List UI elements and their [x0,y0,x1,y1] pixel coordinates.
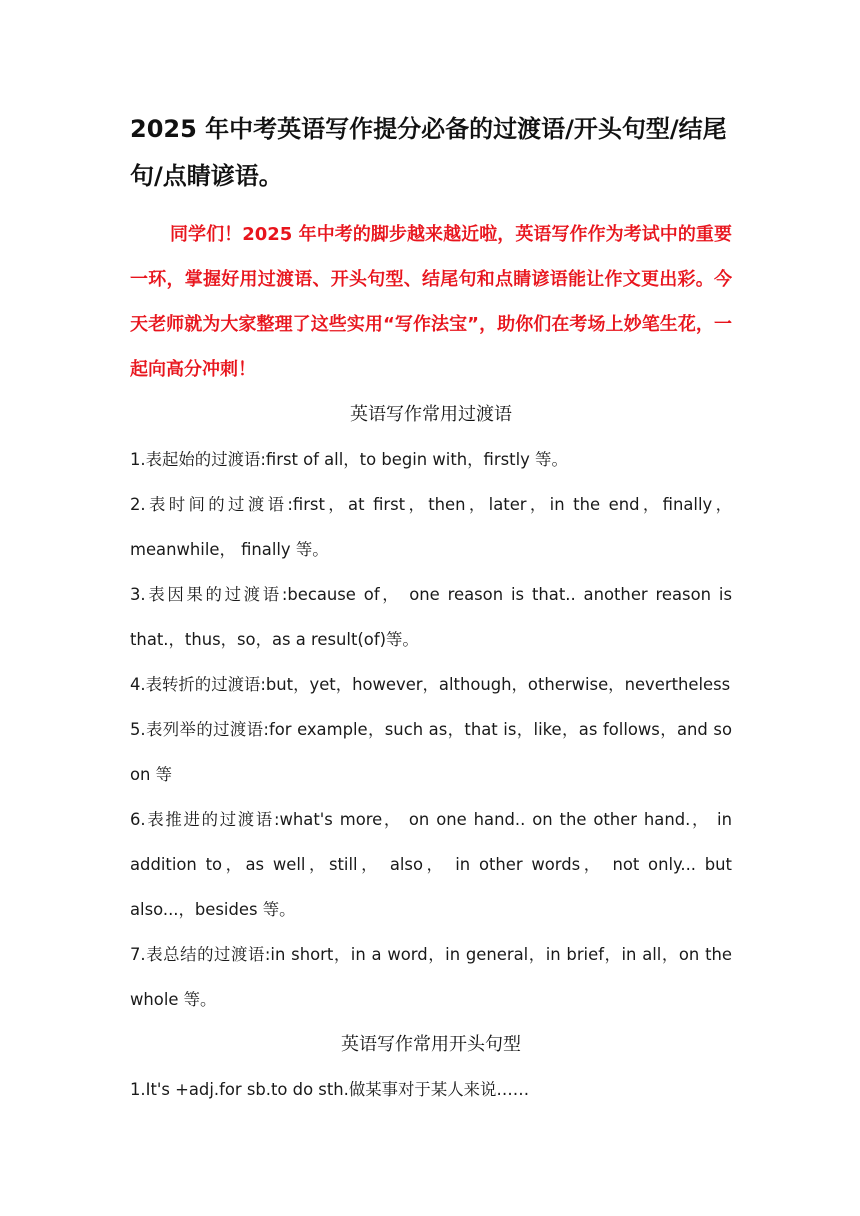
opening-item-1: 1.It's +adj.for sb.to do sth.做某事对于某人来说…… [130,1080,530,1099]
section-heading-openings: 英语写作常用开头句型 [341,1034,521,1055]
transition-item-start: 1.表起始的过渡语:first of all，to begin with，firstly 等。 [130,450,568,469]
transition-item-summary: 7.表总结的过渡语:in short，in a word，in general，in brief，in all，on the whole 等。 [130,945,732,1009]
section-heading-transitions: 英语写作常用过渡语 [350,404,512,425]
transition-item-time: 2.表时间的过渡语:first，at first，then，later，in the end，finally，meanwhile， finally 等。 [130,495,732,559]
transition-item-cause: 3.表因果的过渡语:because of， one reason is that.. another reason is that.，thus，so，as a result(of)等。 [130,585,732,649]
document-content [130,106,732,1112]
document-title: 2025 年中考英语写作提分必备的过渡语/开头句型/结尾句/点睛谚语。 [130,115,727,190]
intro-paragraph: 同学们！2025 年中考的脚步越来越近啦，英语写作作为考试中的重要一环，掌握好用过渡语、开头句型、结尾句和点睛谚语能让作文更出彩。今天老师就为大家整理了这些实用“写作法宝”，助你们在考场上妙笔生花，一起向高分冲刺！ [130,224,732,380]
transition-item-progression: 6.表推进的过渡语:what's more， on one hand.. on the other hand.， in addition to，as well，still， also， in other words， not only... but also...，besides 等。 [130,810,732,919]
transition-item-examples: 5.表列举的过渡语:for example，such as，that is，like，as follows，and so on 等 [130,720,732,784]
transition-item-contrast: 4.表转折的过渡语:but，yet，however，although，otherwise，nevertheless [130,675,731,694]
